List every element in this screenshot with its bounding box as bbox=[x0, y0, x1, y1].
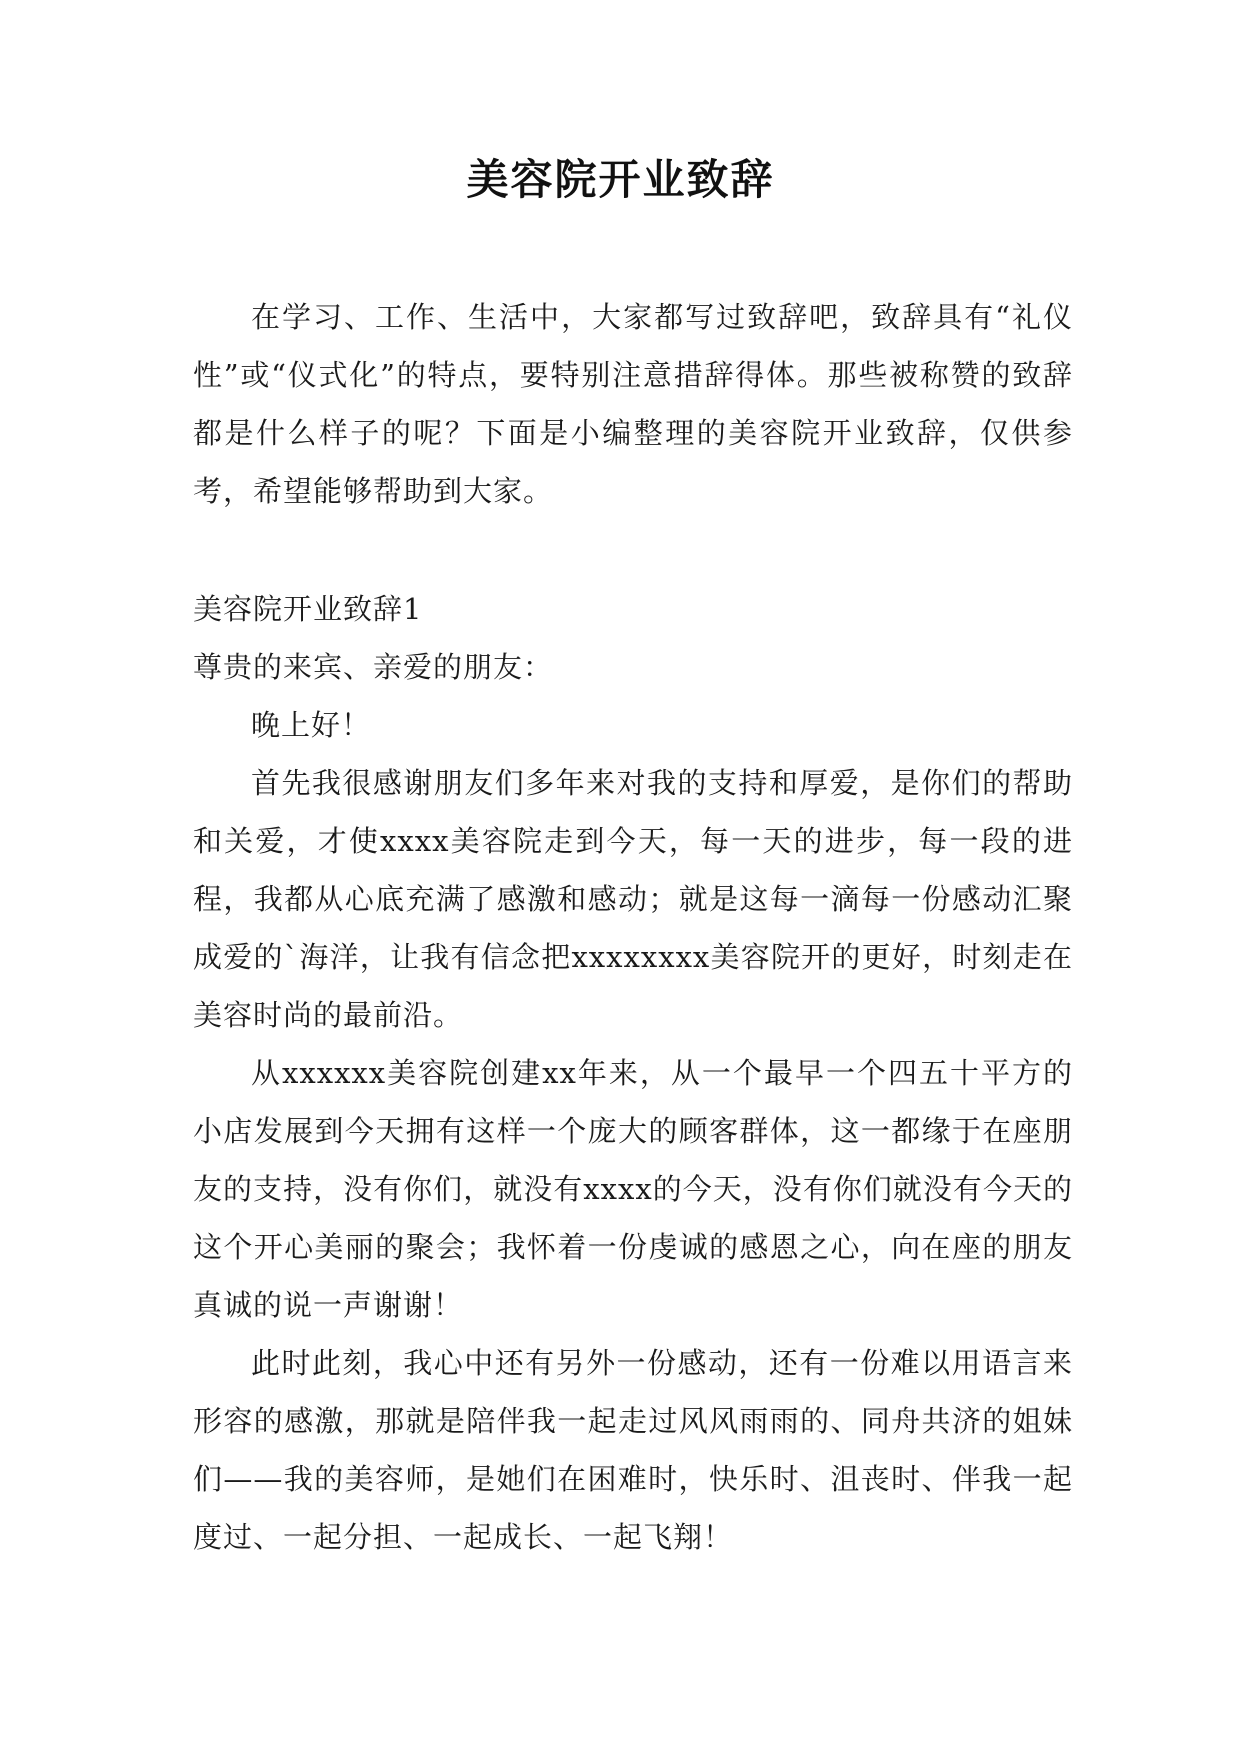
greeting: 晚上好！ bbox=[251, 708, 372, 742]
body-paragraph: 从xxxxxx美容院创建xx年来，从一个最早一个四五十平方的小店发展到今天拥有这样一个庞大的顾客群体，这一都缘于在座朋友的支持，没有你们，就没有xxxx的今天，没有你们就没有今天的这个开心美丽的聚会；我怀着一份虔诚的感恩之心，向在座的朋友真诚的说一声谢谢！ bbox=[193, 1056, 1073, 1322]
body-paragraph: 此时此刻，我心中还有另外一份感动，还有一份难以用语言来形容的感激，那就是陪伴我一起走过风风雨雨的、同舟共济的姐妹们——我的美容师，是她们在困难时，快乐时、沮丧时、伴我一起度过、一起分担、一起成长、一起飞翔！ bbox=[193, 1346, 1073, 1554]
section-heading: 美容院开业致辞1 bbox=[193, 592, 423, 626]
document-title: 美容院开业致辞 bbox=[466, 155, 775, 204]
body-paragraph: 首先我很感谢朋友们多年来对我的支持和厚爱，是你们的帮助和关爱，才使xxxx美容院走到今天，每一天的进步，每一段的进程，我都从心底充满了感激和感动；就是这每一滴每一份感动汇聚成爱的`海洋，让我有信念把xxxxxxxx美容院开的更好，时刻走在美容时尚的最前沿。 bbox=[193, 766, 1073, 1032]
intro-block bbox=[193, 288, 1073, 520]
intro-paragraph: 在学习、工作、生活中，大家都写过致辞吧，致辞具有“礼仪性”或“仪式化”的特点，要特别注意措辞得体。那些被称赞的致辞都是什么样子的呢？下面是小编整理的美容院开业致辞，仅供参考，希望能够帮助到大家。 bbox=[193, 300, 1073, 508]
salutation: 尊贵的来宾、亲爱的朋友： bbox=[193, 650, 554, 684]
speech-section bbox=[193, 580, 1073, 1566]
